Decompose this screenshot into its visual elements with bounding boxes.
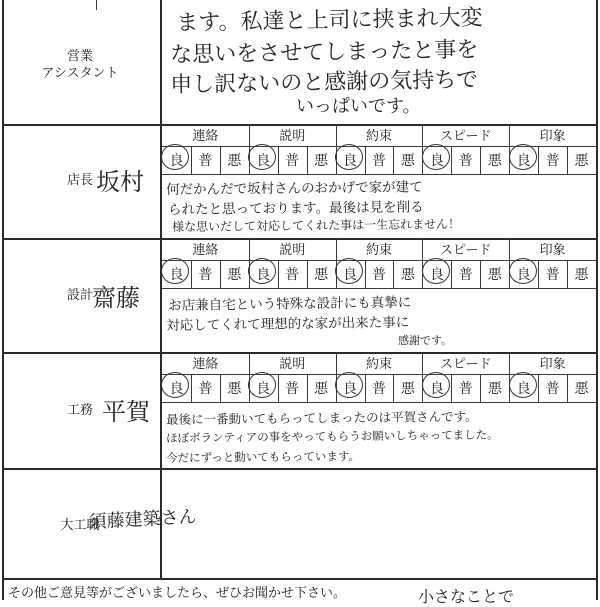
rating-category-header: 連絡 <box>192 242 219 257</box>
rating-category-header: スピード <box>440 242 492 257</box>
rating-option-average[interactable]: 普 <box>285 380 300 396</box>
handwriting-line: 様な思いだして対応してくれた事は一生忘れません！ <box>172 216 461 234</box>
rating-category-header: スピード <box>440 356 492 371</box>
rating-option-good[interactable]: 良 <box>343 266 358 282</box>
handwriting-line: 最後に一番動いてもらってしまったのは平賀さんです。 <box>166 408 478 427</box>
rating-option-good[interactable]: 良 <box>256 266 271 282</box>
handwriting-line: ます。私達と上司に挟まれ大変 <box>176 5 483 36</box>
rating-option-bad[interactable]: 悪 <box>400 266 415 282</box>
rating-option-average[interactable]: 普 <box>371 380 386 396</box>
role-label-line1: 営業 <box>66 49 93 64</box>
rating-category-header: 連絡 <box>192 356 219 371</box>
rating-option-average[interactable]: 普 <box>458 380 473 396</box>
rating-option-bad[interactable]: 悪 <box>227 152 242 168</box>
rating-option-bad[interactable]: 悪 <box>314 266 329 282</box>
rating-option-bad[interactable]: 悪 <box>314 380 329 396</box>
rating-option-bad[interactable]: 悪 <box>227 380 242 396</box>
rating-option-average[interactable]: 普 <box>545 152 560 168</box>
rating-option-average[interactable]: 普 <box>198 380 213 396</box>
rating-option-good[interactable]: 良 <box>516 266 531 282</box>
rating-option-average[interactable]: 普 <box>198 152 213 168</box>
rating-option-good[interactable]: 良 <box>429 380 444 396</box>
rating-option-average[interactable]: 普 <box>371 152 386 168</box>
footer-prompt: その他ご意見等がございましたら、ぜひお聞かせ下さい。 <box>8 585 347 600</box>
rating-option-bad[interactable]: 悪 <box>487 380 502 396</box>
handwriting-line: られたと思っております。最後は見を削る <box>168 199 424 218</box>
rating-option-good[interactable]: 良 <box>429 266 444 282</box>
rating-option-bad[interactable]: 悪 <box>574 380 589 396</box>
rating-option-good[interactable]: 良 <box>343 380 358 396</box>
rating-option-average[interactable]: 普 <box>458 266 473 282</box>
rating-category-header: 説明 <box>279 242 306 257</box>
rating-option-bad[interactable]: 悪 <box>400 380 415 396</box>
rating-option-good[interactable]: 良 <box>169 380 184 396</box>
rating-option-good[interactable]: 良 <box>343 152 358 168</box>
footer-handwriting: 小さなことで <box>418 587 515 606</box>
rating-option-average[interactable]: 普 <box>198 266 213 282</box>
role-label-line2: アシスタント <box>41 66 119 81</box>
rating-category-header: 約束 <box>365 242 392 257</box>
rating-option-good[interactable]: 良 <box>429 152 444 168</box>
rating-option-bad[interactable]: 悪 <box>487 266 502 282</box>
rating-option-good[interactable]: 良 <box>516 380 531 396</box>
rating-cell-rule <box>162 402 596 403</box>
rating-option-good[interactable]: 良 <box>169 152 184 168</box>
rating-category-header: 約束 <box>365 128 392 143</box>
rating-category-header: 印象 <box>539 128 566 143</box>
rating-category-header: 説明 <box>279 128 306 143</box>
rating-option-average[interactable]: 普 <box>371 266 386 282</box>
rating-option-good[interactable]: 良 <box>256 380 271 396</box>
staff-name-handwritten: 須藤建築さん <box>88 506 198 533</box>
role-label-sales-assistant <box>0 48 160 82</box>
rating-option-average[interactable]: 普 <box>458 152 473 168</box>
role-column-divider <box>160 0 162 578</box>
handwriting-line: お店兼自宅という特殊な設計にも真摯に <box>168 294 412 314</box>
staff-name-handwritten: 坂村 <box>96 168 144 196</box>
rating-category-header: 連絡 <box>192 128 219 143</box>
rating-option-average[interactable]: 普 <box>545 380 560 396</box>
rating-category-header: 約束 <box>365 356 392 371</box>
form-border-right <box>596 0 598 600</box>
rating-option-good[interactable]: 良 <box>516 152 531 168</box>
rating-option-bad[interactable]: 悪 <box>314 152 329 168</box>
role-label-construction: 工務 <box>66 403 93 418</box>
top-name-divider <box>96 0 97 10</box>
rating-option-good[interactable]: 良 <box>169 266 184 282</box>
rating-option-average[interactable]: 普 <box>285 266 300 282</box>
staff-name-handwritten: 平賀 <box>102 398 150 426</box>
separator-before-footer <box>2 578 598 580</box>
rating-category-header: 印象 <box>539 242 566 257</box>
rating-category-header: 説明 <box>279 356 306 371</box>
rating-option-good[interactable]: 良 <box>256 152 271 168</box>
handwriting-line: 対応してくれて理想的な家が出来た事に <box>166 314 410 334</box>
handwriting-line: 何だかんだで坂村さんのおかげで家が建て <box>166 179 423 198</box>
rating-option-average[interactable]: 普 <box>285 152 300 168</box>
rating-option-bad[interactable]: 悪 <box>487 152 502 168</box>
rating-cell-rule <box>162 288 596 289</box>
role-label-store-manager: 店長 <box>66 173 93 188</box>
rating-category-header: スピード <box>440 128 492 143</box>
rating-option-bad[interactable]: 悪 <box>227 266 242 282</box>
rating-option-bad[interactable]: 悪 <box>400 152 415 168</box>
handwriting-line: 今だにずっと動いてもらっています。 <box>166 448 361 465</box>
role-label-design: 設計 <box>66 288 93 303</box>
handwriting-line: いっぱいです。 <box>296 96 421 117</box>
handwriting-line: 感謝です。 <box>398 334 453 347</box>
separator-after-construction <box>2 468 598 470</box>
role-label-carpenter: 大工職 <box>60 518 100 533</box>
rating-category-header: 印象 <box>539 356 566 371</box>
handwriting-line: ほぼボランティアの事をやってもらうお願いしちゃってました。 <box>166 427 499 445</box>
rating-option-bad[interactable]: 悪 <box>574 152 589 168</box>
rating-option-average[interactable]: 普 <box>545 266 560 282</box>
staff-name-handwritten: 齋藤 <box>92 284 140 312</box>
handwriting-line: な思いをさせてしまったと事を <box>170 37 479 68</box>
rating-option-bad[interactable]: 悪 <box>574 266 589 282</box>
handwriting-line: 申し訳ないのと感謝の気持ちで <box>170 67 479 98</box>
